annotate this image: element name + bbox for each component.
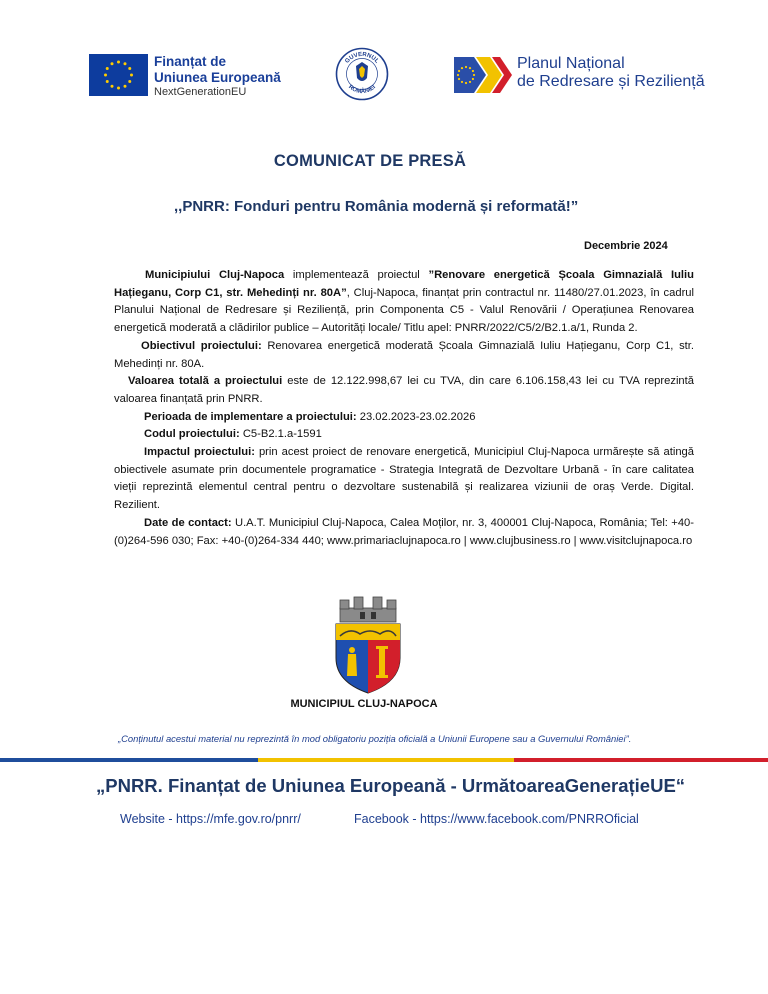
release-date: Decembrie 2024: [584, 240, 668, 252]
beneficiary: Municipiului Cluj-Napoca: [145, 269, 285, 281]
page-title: COMUNICAT DE PRESĂ: [273, 152, 467, 170]
project-name: ”Renovare energetică Școala Gimnazială Iuliu Hațieganu, Corp C1, str. Mehedinți nr. 80A”: [114, 269, 694, 299]
text: Renovarea energetică moderată Școala Gimnazială Iuliu Hațieganu, Corp C1, str. Mehedinți nr. 80A.: [114, 339, 694, 370]
paragraph-project: [114, 267, 694, 338]
text: este de 12.122.998,67 lei cu TVA, din care 6.106.158,43 lei cu TVA reprezintă valoarea finanțată prin PNRR.: [114, 375, 694, 405]
cluj-coat-of-arms-icon: [330, 594, 406, 694]
text: U.A.T. Municipiul Cluj-Napoca, Calea Moților, nr. 3, 400001 Cluj-Napoca, România; Tel: +40-(0)264-596 030; Fax: +40-(0)264-334 440; www.primariaclujnapoca.ro | www.clujbusiness.ro | www.visitclujnapoca.ro: [114, 516, 695, 547]
label: Obiectivul proiectului:: [141, 339, 262, 352]
paragraph-code: [114, 426, 694, 444]
flag-bar-blue: [0, 758, 258, 762]
paragraph-objective: [114, 338, 694, 373]
text: 23.02.2023-23.02.2026: [356, 410, 476, 423]
paragraph-contact: [114, 515, 694, 550]
disclaimer: „Conținutul acestui material nu reprezintă în mod obligatoriu poziția oficială a Uniunii Europene sau a Guvernului României”.: [118, 733, 632, 744]
pnrr-flag-icon: [452, 55, 512, 95]
pnrr-line-1: Planul Național: [517, 55, 625, 72]
text: implementează proiectul: [284, 269, 429, 281]
eu-line-3: NextGenerationEU: [154, 86, 247, 99]
text: prin acest proiect de renovare energetică, Municipiul Cluj-Napoca urmărește să atingă obiectivele asumate prin documentele programatice - Strategia Integrată de Dezvoltare Urbană - în care calitatea vieții reprezintă elementul central pentru o dezvoltare sustenabilă și realizarea viziunii de oraș Verde. Digital. Rezilient.: [114, 446, 694, 512]
paragraph-period: [114, 409, 694, 427]
pnrr-logo-text: [517, 55, 705, 91]
eu-flag-icon: [89, 54, 148, 96]
label: Valoarea totală a proiectului: [128, 375, 283, 388]
pnrr-line-2: de Redresare și Reziliență: [517, 72, 705, 90]
flag-bar-red: [514, 758, 768, 762]
label: Codul proiectului:: [144, 428, 240, 441]
flag-bar-yellow: [258, 758, 514, 762]
svg-text:GUVERNUL: GUVERNUL: [344, 51, 380, 65]
label: Date de contact:: [144, 516, 232, 529]
text: , Cluj-Napoca, finanțat prin contractul nr. 11480/27.01.2023, în cadrul Planului Național de Redresare și Reziliență, prin Componenta C5 - Valul Renovării / Operațiunea Renovarea energetică moderată a clădirilor publice – Autorități locale/ Titlu apel: PNRR/2022/C5/2/B2.1.a/1, Runda 2.: [114, 286, 694, 335]
municipality-label: MUNICIPIUL CLUJ-NAPOCA: [290, 698, 438, 710]
paragraph-value: [114, 373, 694, 408]
press-release-body: [114, 267, 694, 550]
website-link[interactable]: Website - https://mfe.gov.ro/pnrr/: [120, 812, 301, 826]
eu-line-1: Finanțat de: [154, 54, 227, 69]
pnrr-slogan: „PNRR. Finanțat de Uniunea Europeană - UrmătoareaGenerațieUE“: [96, 775, 686, 796]
facebook-link[interactable]: Facebook - https://www.facebook.com/PNRROficial: [354, 812, 639, 826]
label: Perioada de implementare a proiectului:: [144, 410, 357, 423]
eu-line-2: Uniunea Europeană: [154, 69, 281, 85]
text: C5-B2.1.a-1591: [239, 428, 322, 441]
label: Impactul proiectului:: [144, 446, 255, 459]
paragraph-impact: [114, 444, 694, 515]
government-seal-icon: [335, 47, 389, 101]
eu-funding-logo-text: [154, 54, 281, 99]
svg-text:ROMÂNIEI: ROMÂNIEI: [347, 84, 377, 96]
subtitle: ,,PNRR: Fonduri pentru România modernă și reformată!”: [174, 198, 579, 215]
